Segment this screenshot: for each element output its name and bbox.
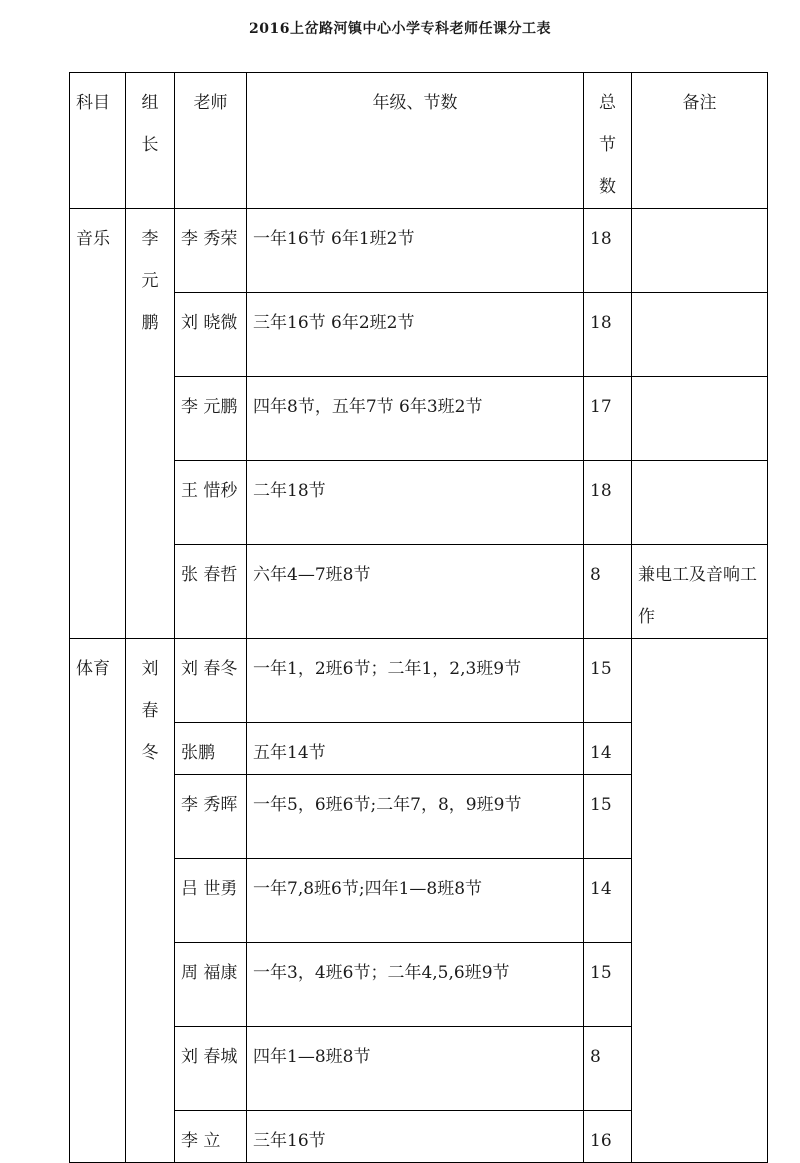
table-row [70, 639, 768, 723]
note-cell [632, 461, 768, 545]
classes-cell: 三年16节 6年2班2节 [247, 293, 584, 377]
document-title: 2016上岔路河镇中心小学专科老师任课分工表 [249, 21, 551, 37]
total-cell: 16 [584, 1111, 632, 1163]
teacher-cell: 吕 世勇 [175, 859, 247, 943]
total-cell: 18 [584, 209, 632, 293]
table-row [70, 461, 768, 545]
total-cell: 8 [584, 1027, 632, 1111]
total-cell: 17 [584, 377, 632, 461]
note-cell [632, 209, 768, 293]
teacher-cell: 刘 晓微 [175, 293, 247, 377]
classes-cell: 一年7,8班6节;四年1—8班8节 [247, 859, 584, 943]
note-cell [632, 377, 768, 461]
classes-cell: 四年8节，五年7节 6年3班2节 [247, 377, 584, 461]
subject-cell: 音乐 [70, 209, 126, 639]
total-cell: 18 [584, 293, 632, 377]
header-subject: 科目 [70, 73, 126, 209]
total-cell: 14 [584, 859, 632, 943]
teacher-cell: 刘 春冬 [175, 639, 247, 723]
teacher-cell: 李 秀荣 [175, 209, 247, 293]
teacher-cell: 王 惜秒 [175, 461, 247, 545]
classes-cell: 六年4—7班8节 [247, 545, 584, 639]
teacher-cell: 周 福康 [175, 943, 247, 1027]
header-leader: 组 长 [126, 73, 175, 209]
classes-cell: 五年14节 [247, 723, 584, 775]
table-row [70, 209, 768, 293]
header-row [70, 73, 768, 209]
teacher-cell: 张鹏 [175, 723, 247, 775]
teacher-cell: 刘 春城 [175, 1027, 247, 1111]
leader-cell: 刘 春 冬 [126, 639, 175, 1163]
classes-cell: 一年16节 6年1班2节 [247, 209, 584, 293]
schedule-table [69, 72, 768, 1163]
leader-cell: 李 元 鹏 [126, 209, 175, 639]
header-note: 备注 [632, 73, 768, 209]
total-cell: 15 [584, 943, 632, 1027]
table-row [70, 377, 768, 461]
teacher-cell: 李 秀晖 [175, 775, 247, 859]
teacher-cell: 张 春哲 [175, 545, 247, 639]
total-cell: 14 [584, 723, 632, 775]
total-cell: 18 [584, 461, 632, 545]
classes-cell: 一年1，2班6节；二年1，2,3班9节 [247, 639, 584, 723]
total-cell: 15 [584, 639, 632, 723]
total-cell: 8 [584, 545, 632, 639]
header-classes: 年级、节数 [247, 73, 584, 209]
note-cell: 兼电工及音响工作 [632, 545, 768, 639]
classes-cell: 一年5，6班6节;二年7，8，9班9节 [247, 775, 584, 859]
total-cell: 15 [584, 775, 632, 859]
classes-cell: 二年18节 [247, 461, 584, 545]
table-row [70, 293, 768, 377]
classes-cell: 三年16节 [247, 1111, 584, 1163]
note-cell [632, 293, 768, 377]
note-cell [632, 639, 768, 1163]
header-total: 总 节 数 [584, 73, 632, 209]
header-teacher: 老师 [175, 73, 247, 209]
teacher-cell: 李 立 [175, 1111, 247, 1163]
subject-cell: 体育 [70, 639, 126, 1163]
table-row [70, 545, 768, 639]
teacher-cell: 李 元鹏 [175, 377, 247, 461]
classes-cell: 四年1—8班8节 [247, 1027, 584, 1111]
classes-cell: 一年3，4班6节；二年4,5,6班9节 [247, 943, 584, 1027]
